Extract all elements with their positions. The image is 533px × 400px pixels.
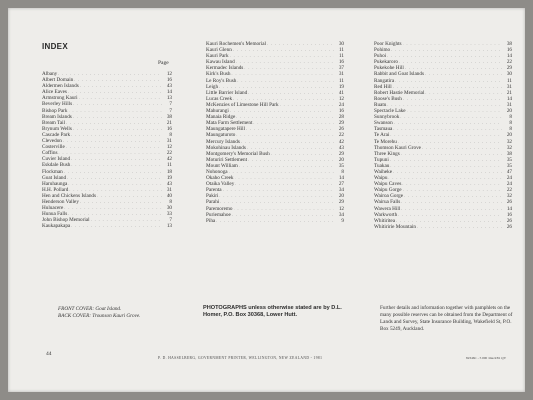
entry-page: 31 xyxy=(338,71,344,78)
entry-page: 20 xyxy=(506,108,512,115)
entry-name: Waipu Caves xyxy=(374,181,402,188)
entry-page: 14 xyxy=(338,175,344,182)
entry-name: Kauri Rochemen's Memorial xyxy=(206,41,266,47)
printer-imprint: P. D. HASSELBERG, GOVERNMENT PRINTER, WELLINGTON, NEW ZEALAND - 1981 xyxy=(158,356,323,360)
page-title: INDEX xyxy=(42,42,68,51)
entry-name: Mount William xyxy=(206,162,238,169)
index-entry xyxy=(374,224,512,230)
entry-page: 26 xyxy=(506,223,512,230)
entry-page: 7 xyxy=(169,217,172,224)
entry-page: 11 xyxy=(167,162,172,169)
entry-name: Cuvier Island xyxy=(42,156,71,163)
entry-page: 31 xyxy=(166,186,172,193)
entry-page: 32 xyxy=(506,144,512,151)
entry-page: 42 xyxy=(338,138,344,145)
entry-name: Wawera Hill xyxy=(374,205,401,212)
index-entry xyxy=(42,223,172,229)
entry-name: Kirk's Bush xyxy=(206,71,231,78)
entry-page: 11 xyxy=(339,47,344,54)
entry-page: 7 xyxy=(169,107,172,114)
entry-name: Cascade Park xyxy=(42,131,71,138)
entry-name: Parenta xyxy=(206,187,222,194)
entry-page: 30 xyxy=(338,41,344,47)
entry-page: 43 xyxy=(166,83,172,90)
dot-leader xyxy=(216,218,334,224)
entry-name: Waiheke xyxy=(374,168,393,175)
entry-name: Maungatapere Hill xyxy=(206,126,246,133)
entry-name: Costerville xyxy=(42,144,65,151)
entry-name: Te Morehu xyxy=(374,138,397,145)
entry-name: Le Roy's Bush xyxy=(206,77,237,84)
entry-page: 8 xyxy=(509,114,512,121)
entry-page: 29 xyxy=(338,199,344,206)
entry-name: Maungaturoto xyxy=(206,132,236,139)
entry-page: 21 xyxy=(506,89,512,96)
entry-name: Eskdale Bush xyxy=(42,162,71,169)
entry-page: 16 xyxy=(166,125,172,132)
entry-name: Brynum Wells xyxy=(42,125,72,132)
entry-page: 41 xyxy=(338,89,344,96)
entry-name: Armstrong Kauri xyxy=(42,95,78,102)
entry-name: Three Kings xyxy=(374,150,400,157)
entry-name: Hen and Chickens Islands xyxy=(42,192,97,199)
entry-page: 20 xyxy=(506,132,512,139)
entry-name: Little Barrier Island xyxy=(206,89,248,96)
entry-name: Tuakau xyxy=(374,162,390,169)
entry-name: Mercury Islands xyxy=(206,138,240,145)
entry-name: Kaukapakapa xyxy=(42,223,71,230)
entry-name: Manaia Ridge xyxy=(206,114,236,121)
entry-page: 14 xyxy=(166,89,172,96)
further-details-note: Further details and information together with pamphlets on the many possible reserves can be obtained from the Department of Lands and Survey, State Insurance Building, Wakefield St, P.O. Box 5249, Auckland. xyxy=(380,305,513,332)
entry-name: Mokohinau Islands xyxy=(206,144,246,151)
entry-page: 14 xyxy=(506,53,512,60)
entry-name: Hunua Falls xyxy=(42,211,68,218)
entry-name: Nohonoga xyxy=(206,168,228,175)
entry-name: Spectacle Lake xyxy=(374,108,406,115)
entry-name: Mata Farm Settlement xyxy=(206,120,253,127)
index-column-2 xyxy=(206,41,344,224)
entry-page: 32 xyxy=(506,193,512,200)
entry-page: 37 xyxy=(338,65,344,72)
entry-name: Alice Eaves xyxy=(42,89,67,96)
entry-name: Waipu Gorge xyxy=(374,187,402,194)
entry-name: Huluacere xyxy=(42,205,64,212)
entry-page: 26 xyxy=(506,217,512,224)
entry-page: 8 xyxy=(341,168,344,175)
entry-page: 8 xyxy=(169,198,172,205)
entry-name: Tasmaua xyxy=(374,126,393,133)
entry-name: Bream Tail xyxy=(42,119,66,126)
entry-page: 35 xyxy=(506,162,512,169)
entry-name: Okaho Creek xyxy=(206,175,234,182)
entry-page: 7 xyxy=(169,101,172,108)
entry-page: 12 xyxy=(338,205,344,212)
entry-name: Mahurangi xyxy=(206,108,229,115)
cover-credits xyxy=(58,306,140,320)
entry-name: Flockman xyxy=(42,168,63,175)
entry-name: Albany xyxy=(42,71,58,77)
entry-page: 20 xyxy=(338,193,344,200)
entry-name: Pakiri xyxy=(206,193,219,200)
entry-page: 20 xyxy=(338,156,344,163)
entry-name: H.H. Pollard xyxy=(42,186,69,193)
entry-name: Haruhaunga xyxy=(42,180,68,187)
index-column-1 xyxy=(42,71,172,229)
entry-page: 35 xyxy=(506,156,512,163)
front-cover-caption: FRONT COVER: Goat Island. xyxy=(58,306,122,312)
entry-page: 38 xyxy=(506,41,512,47)
entry-page: 34 xyxy=(338,187,344,194)
entry-name: Sunnybrook xyxy=(374,114,400,121)
entry-page: 40 xyxy=(166,192,172,199)
entry-page: 19 xyxy=(338,83,344,90)
entry-name: Ruatu xyxy=(374,101,387,108)
entry-page: 31 xyxy=(506,101,512,108)
entry-name: Lucas Creek xyxy=(206,95,233,102)
entry-page: 14 xyxy=(506,95,512,102)
entry-page: 43 xyxy=(166,180,172,187)
entry-name: McKenzies of Limestone Hill Park xyxy=(206,101,279,108)
entry-page: 26 xyxy=(506,199,512,206)
entry-page: 26 xyxy=(338,126,344,133)
entry-page: 14 xyxy=(506,205,512,212)
entry-page: 38 xyxy=(166,113,172,120)
entry-name: Goat Island xyxy=(42,174,67,181)
entry-page: 16 xyxy=(338,59,344,66)
entry-name: Coffins xyxy=(42,150,58,157)
entry-page: 12 xyxy=(338,95,344,102)
entry-name: Piha xyxy=(206,217,216,224)
dot-leader xyxy=(71,223,162,229)
page-number: 44 xyxy=(46,351,52,357)
entry-page: 19 xyxy=(166,174,172,181)
entry-page: 22 xyxy=(506,187,512,194)
entry-page: 11 xyxy=(339,77,344,84)
page-column-header: Page xyxy=(158,60,169,66)
entry-page: 33 xyxy=(166,211,172,218)
entry-page: 11 xyxy=(507,77,512,84)
entry-name: Red Hill xyxy=(374,83,392,90)
entry-page: 16 xyxy=(506,47,512,54)
entry-page: 21 xyxy=(166,119,172,126)
entry-page: 8 xyxy=(509,120,512,127)
entry-name: Paremoremo xyxy=(206,205,233,212)
entry-name: Thomson Kauri Grove xyxy=(374,144,421,151)
entry-name: Wairua Falls xyxy=(374,199,401,206)
entry-name: Clevedon xyxy=(42,138,62,145)
entry-page: 24 xyxy=(338,101,344,108)
index-entry xyxy=(206,218,344,224)
entry-name: Otaika Valley xyxy=(206,181,235,188)
entry-page: 29 xyxy=(338,120,344,127)
entry-name: Whitiririe Mountain xyxy=(374,223,416,230)
index-page xyxy=(8,8,525,392)
entry-name: Warkworth xyxy=(374,211,398,218)
entry-page: 13 xyxy=(166,95,172,102)
entry-page: 35 xyxy=(338,162,344,169)
entry-page: 31 xyxy=(166,138,172,145)
entry-page: 16 xyxy=(166,77,172,84)
entry-page: 22 xyxy=(166,150,172,157)
entry-page: 27 xyxy=(338,181,344,188)
entry-name: John Bishop Memorial xyxy=(42,217,90,224)
entry-name: Parahi xyxy=(206,199,220,206)
entry-name: Robert Hastie Memorial xyxy=(374,89,425,96)
entry-page: 28 xyxy=(338,114,344,121)
entry-page: 16 xyxy=(338,108,344,115)
entry-name: Swanson xyxy=(374,120,393,127)
entry-name: Wairoa Gorge xyxy=(374,193,404,200)
entry-name: Beverley Hills xyxy=(42,101,73,108)
entry-name: Albert Domain xyxy=(42,77,74,84)
entry-page: 8 xyxy=(169,131,172,138)
entry-page: 9 xyxy=(341,217,344,224)
entry-page: 34 xyxy=(338,211,344,218)
entry-page: 13 xyxy=(166,223,172,230)
entry-page: 47 xyxy=(506,168,512,175)
entry-name: Whitiritea xyxy=(374,217,396,224)
entry-name: Tupuni xyxy=(374,156,389,163)
entry-name: Rangatira xyxy=(374,77,395,84)
entry-page: 29 xyxy=(338,150,344,157)
entry-page: 12 xyxy=(166,144,172,151)
entry-page: 22 xyxy=(338,132,344,139)
entry-name: Rabbit and Goat Islands xyxy=(374,71,424,78)
entry-name: Pukekohe Hill xyxy=(374,65,404,72)
entry-page: 42 xyxy=(166,156,172,163)
print-code: 82346C - 5 000 /mu/4/81 QV xyxy=(466,356,507,360)
entry-page: 22 xyxy=(506,59,512,66)
entry-name: Bishop Park xyxy=(42,107,68,114)
entry-page: 11 xyxy=(339,53,344,60)
entry-name: Aldermen Islands xyxy=(42,83,79,90)
entry-name: Montgomery's Memorial Bush xyxy=(206,150,270,157)
entry-name: Henderson Valley xyxy=(42,198,79,205)
entry-name: Puriemahoe xyxy=(206,211,231,218)
entry-page: 8 xyxy=(509,126,512,133)
dot-leader xyxy=(417,224,502,230)
entry-name: Kermadec Islands xyxy=(206,65,244,72)
entry-name: Poor Knights xyxy=(374,41,402,47)
entry-page: 43 xyxy=(338,144,344,151)
entry-page: 18 xyxy=(166,168,172,175)
entry-page: 12 xyxy=(166,71,172,77)
entry-name: Waipu xyxy=(374,175,388,182)
entry-name: Kauri Park xyxy=(206,53,229,60)
entry-page: 30 xyxy=(166,205,172,212)
index-column-3 xyxy=(374,41,512,230)
entry-name: Pohimo xyxy=(374,47,391,54)
entry-name: Moturiri Settlement xyxy=(206,156,248,163)
entry-page: 38 xyxy=(506,150,512,157)
entry-page: 24 xyxy=(506,181,512,188)
entry-name: Leigh xyxy=(206,83,219,90)
photographs-credit: PHOTOGRAPHS unless otherwise stated are by D.L. Homer, P.O. Box 30368, Lower Hutt. xyxy=(203,305,342,318)
entry-page: 32 xyxy=(506,138,512,145)
entry-page: 16 xyxy=(506,211,512,218)
entry-name: Kawau Island xyxy=(206,59,235,66)
entry-page: 30 xyxy=(506,71,512,78)
entry-page: 29 xyxy=(506,65,512,72)
entry-name: Te Arai xyxy=(374,132,390,139)
back-cover-caption: BACK COVER: Trounson Kauri Grove. xyxy=(58,313,141,319)
entry-page: 24 xyxy=(506,175,512,182)
entry-name: Roose's Bush xyxy=(374,95,402,102)
entry-name: Kauri Glenn xyxy=(206,47,232,54)
entry-page: 31 xyxy=(506,83,512,90)
entry-name: Bream Islands xyxy=(42,113,72,120)
entry-name: Puhoi xyxy=(374,53,387,60)
entry-name: Pukekaroro xyxy=(374,59,398,66)
